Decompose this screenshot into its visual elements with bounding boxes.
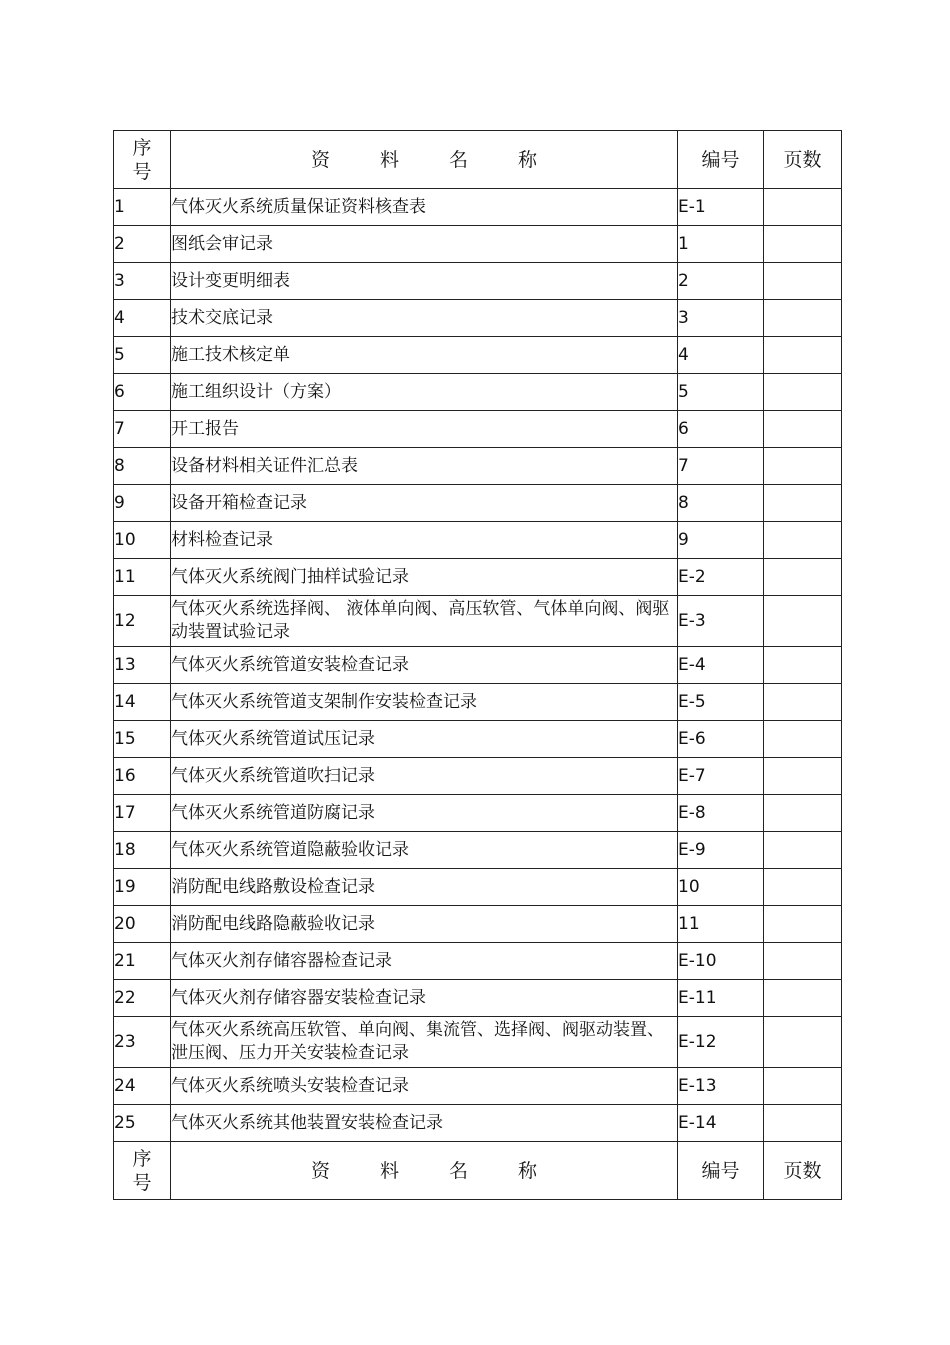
row-pages xyxy=(764,943,842,980)
row-code: 9 xyxy=(678,522,764,559)
row-code: E-13 xyxy=(678,1068,764,1105)
row-pages xyxy=(764,980,842,1017)
row-code: E-5 xyxy=(678,684,764,721)
row-number: 4 xyxy=(114,300,171,337)
row-number: 18 xyxy=(114,832,171,869)
row-document-name: 设备开箱检查记录 xyxy=(171,485,678,522)
table-row xyxy=(114,596,842,647)
document-list-table xyxy=(113,130,842,1200)
row-code: E-8 xyxy=(678,795,764,832)
row-pages xyxy=(764,411,842,448)
row-number: 11 xyxy=(114,559,171,596)
table-row xyxy=(114,684,842,721)
row-number: 13 xyxy=(114,647,171,684)
header-pages: 页数 xyxy=(764,131,842,189)
row-code: E-11 xyxy=(678,980,764,1017)
row-number: 17 xyxy=(114,795,171,832)
table-row xyxy=(114,485,842,522)
row-document-name: 气体灭火系统管道吹扫记录 xyxy=(171,758,678,795)
row-pages xyxy=(764,832,842,869)
row-number: 2 xyxy=(114,226,171,263)
row-pages xyxy=(764,596,842,647)
row-pages xyxy=(764,869,842,906)
table-row xyxy=(114,374,842,411)
row-document-name: 技术交底记录 xyxy=(171,300,678,337)
row-code: E-7 xyxy=(678,758,764,795)
row-number: 6 xyxy=(114,374,171,411)
row-code: 5 xyxy=(678,374,764,411)
row-pages xyxy=(764,559,842,596)
row-code: E-4 xyxy=(678,647,764,684)
row-code: E-6 xyxy=(678,721,764,758)
row-document-name: 气体灭火剂存储容器检查记录 xyxy=(171,943,678,980)
row-code: E-12 xyxy=(678,1017,764,1068)
row-number: 16 xyxy=(114,758,171,795)
table-row xyxy=(114,1068,842,1105)
row-code: 11 xyxy=(678,906,764,943)
row-document-name: 材料检查记录 xyxy=(171,522,678,559)
row-pages xyxy=(764,337,842,374)
row-pages xyxy=(764,448,842,485)
row-number: 20 xyxy=(114,906,171,943)
row-document-name: 施工技术核定单 xyxy=(171,337,678,374)
row-code: E-9 xyxy=(678,832,764,869)
table-row xyxy=(114,869,842,906)
row-number: 8 xyxy=(114,448,171,485)
table-row xyxy=(114,411,842,448)
row-number: 14 xyxy=(114,684,171,721)
row-number: 10 xyxy=(114,522,171,559)
row-number: 19 xyxy=(114,869,171,906)
table-row xyxy=(114,1017,842,1068)
row-pages xyxy=(764,721,842,758)
row-pages xyxy=(764,906,842,943)
table-row xyxy=(114,980,842,1017)
row-document-name: 气体灭火系统选择阀、 液体单向阀、高压软管、气体单向阀、阀驱动装置试验记录 xyxy=(171,596,678,647)
row-number: 25 xyxy=(114,1105,171,1142)
row-number: 22 xyxy=(114,980,171,1017)
row-code: E-10 xyxy=(678,943,764,980)
row-document-name: 开工报告 xyxy=(171,411,678,448)
row-code: 1 xyxy=(678,226,764,263)
row-document-name: 气体灭火系统管道安装检查记录 xyxy=(171,647,678,684)
header-code: 编号 xyxy=(678,1142,764,1200)
table-row xyxy=(114,522,842,559)
row-pages xyxy=(764,1105,842,1142)
row-document-name: 气体灭火系统质量保证资料核查表 xyxy=(171,189,678,226)
row-number: 5 xyxy=(114,337,171,374)
row-pages xyxy=(764,1068,842,1105)
table-row xyxy=(114,832,842,869)
row-pages xyxy=(764,684,842,721)
header-seq: 序 号 xyxy=(114,1142,171,1200)
row-code: 7 xyxy=(678,448,764,485)
header-pages: 页数 xyxy=(764,1142,842,1200)
row-code: E-14 xyxy=(678,1105,764,1142)
row-document-name: 消防配电线路敷设检查记录 xyxy=(171,869,678,906)
row-number: 15 xyxy=(114,721,171,758)
table-row xyxy=(114,721,842,758)
row-document-name: 消防配电线路隐蔽验收记录 xyxy=(171,906,678,943)
row-pages xyxy=(764,522,842,559)
header-row xyxy=(114,131,842,189)
table-row xyxy=(114,906,842,943)
table-row xyxy=(114,795,842,832)
row-document-name: 气体灭火系统其他装置安装检查记录 xyxy=(171,1105,678,1142)
row-pages xyxy=(764,1017,842,1068)
footer-header-row xyxy=(114,1142,842,1200)
row-number: 1 xyxy=(114,189,171,226)
row-document-name: 设计变更明细表 xyxy=(171,263,678,300)
row-document-name: 气体灭火系统高压软管、单向阀、集流管、选择阀、阀驱动装置、泄压阀、压力开关安装检查记录 xyxy=(171,1017,678,1068)
row-document-name: 气体灭火剂存储容器安装检查记录 xyxy=(171,980,678,1017)
row-number: 21 xyxy=(114,943,171,980)
table-row xyxy=(114,1105,842,1142)
header-name: 资 料 名 称 xyxy=(171,1142,678,1200)
row-number: 3 xyxy=(114,263,171,300)
table-row xyxy=(114,758,842,795)
row-number: 9 xyxy=(114,485,171,522)
row-pages xyxy=(764,374,842,411)
row-pages xyxy=(764,189,842,226)
header-name: 资 料 名 称 xyxy=(171,131,678,189)
row-document-name: 气体灭火系统阀门抽样试验记录 xyxy=(171,559,678,596)
row-pages xyxy=(764,758,842,795)
row-code: E-3 xyxy=(678,596,764,647)
row-document-name: 图纸会审记录 xyxy=(171,226,678,263)
row-number: 24 xyxy=(114,1068,171,1105)
header-seq: 序 号 xyxy=(114,131,171,189)
row-number: 23 xyxy=(114,1017,171,1068)
table-row xyxy=(114,189,842,226)
table-row xyxy=(114,300,842,337)
row-document-name: 施工组织设计（方案） xyxy=(171,374,678,411)
row-number: 7 xyxy=(114,411,171,448)
table-row xyxy=(114,337,842,374)
row-pages xyxy=(764,485,842,522)
row-pages xyxy=(764,647,842,684)
row-document-name: 气体灭火系统管道隐蔽验收记录 xyxy=(171,832,678,869)
row-number: 12 xyxy=(114,596,171,647)
row-code: 3 xyxy=(678,300,764,337)
row-pages xyxy=(764,263,842,300)
row-pages xyxy=(764,226,842,263)
header-code: 编号 xyxy=(678,131,764,189)
row-code: 2 xyxy=(678,263,764,300)
row-code: E-2 xyxy=(678,559,764,596)
row-document-name: 气体灭火系统喷头安装检查记录 xyxy=(171,1068,678,1105)
row-pages xyxy=(764,300,842,337)
table-row xyxy=(114,226,842,263)
row-document-name: 气体灭火系统管道试压记录 xyxy=(171,721,678,758)
table-row xyxy=(114,943,842,980)
row-code: 8 xyxy=(678,485,764,522)
row-document-name: 气体灭火系统管道防腐记录 xyxy=(171,795,678,832)
table-row xyxy=(114,559,842,596)
table-row xyxy=(114,263,842,300)
row-document-name: 设备材料相关证件汇总表 xyxy=(171,448,678,485)
table-row xyxy=(114,448,842,485)
row-code: 10 xyxy=(678,869,764,906)
row-code: 4 xyxy=(678,337,764,374)
table-row xyxy=(114,647,842,684)
row-document-name: 气体灭火系统管道支架制作安装检查记录 xyxy=(171,684,678,721)
row-code: E-1 xyxy=(678,189,764,226)
row-code: 6 xyxy=(678,411,764,448)
row-pages xyxy=(764,795,842,832)
